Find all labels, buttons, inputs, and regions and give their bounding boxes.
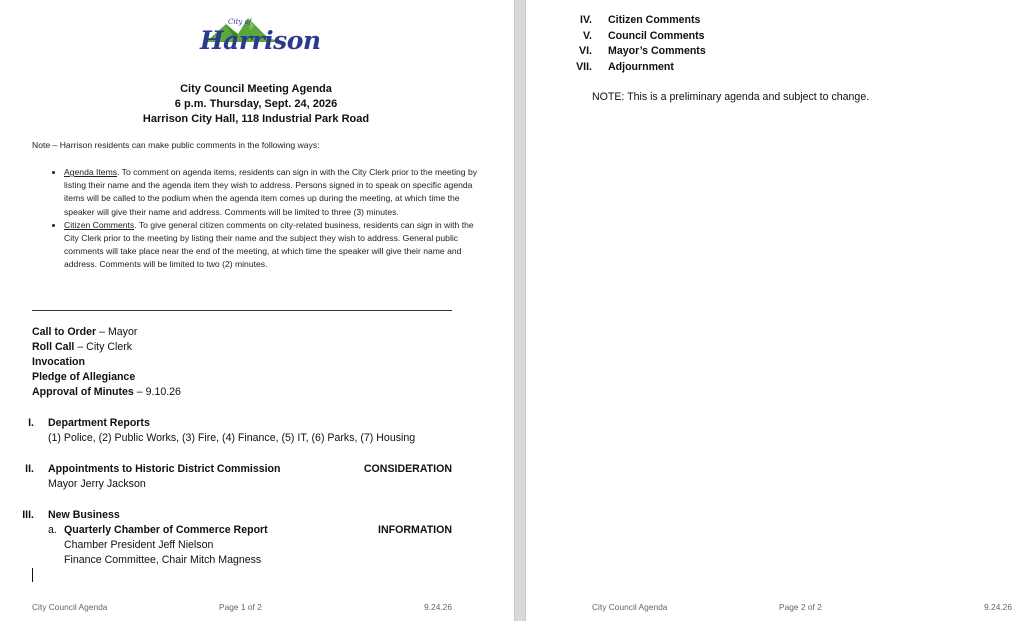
item-title: Mayor’s Comments (608, 45, 706, 57)
item-number: V. (582, 30, 592, 42)
header-line-3: Harrison City Hall, 118 Industrial Park Road (142, 113, 370, 125)
item-title: Adjournment (608, 61, 674, 73)
bullet-label: Citizen Comments (64, 219, 135, 230)
prelim-label: Invocation (32, 356, 85, 368)
item-number: II. (25, 463, 34, 475)
item-detail: Mayor Jerry Jackson (48, 478, 146, 490)
bullet-label: Agenda Items (64, 167, 118, 177)
prelim-detail: – 9.10.26 (133, 386, 181, 398)
prelim-pledge (32, 370, 135, 385)
prelim-roll-call (32, 340, 132, 355)
footer-page-number: Page 1 of 2 (219, 602, 262, 612)
text-cursor (32, 568, 33, 582)
item-number: VII. (576, 61, 592, 73)
subitem-letter: a. (48, 524, 57, 536)
prelim-label: Pledge of Allegiance (32, 371, 136, 383)
public-comment-note: Note – Harrison residents can make public comments in the following ways: (32, 140, 320, 150)
header-line-1: City Council Meeting Agenda (180, 83, 332, 95)
prelim-detail: – City Clerk (74, 341, 133, 353)
item-tag: CONSIDERATION (363, 463, 452, 475)
section-divider (32, 310, 452, 311)
subitem-title: Quarterly Chamber of Commerce Report (64, 524, 268, 536)
item-number: I. (28, 417, 34, 429)
subitem-detail-2: Finance Committee, Chair Mitch Magness (64, 554, 262, 566)
preliminary-note: NOTE: This is a preliminary agenda and subject to change. (592, 91, 870, 103)
footer-page-number: Page 2 of 2 (779, 602, 822, 612)
prelim-call-to-order (32, 325, 137, 340)
page-gutter (514, 0, 526, 621)
item-number: III. (22, 509, 34, 521)
item-number: IV. (580, 14, 592, 26)
prelim-approval-minutes (32, 385, 181, 400)
logo-text: Harrison (200, 26, 321, 55)
prelim-label: Roll Call (32, 341, 75, 353)
footer-date: 9.24.26 (424, 602, 452, 612)
prelim-label: Approval of Minutes (32, 386, 134, 398)
prelim-detail: – Mayor (96, 326, 138, 338)
item-title: Department Reports (48, 417, 150, 429)
item-title: New Business (48, 509, 120, 521)
item-number: VI. (579, 45, 592, 57)
subitem-detail-1: Chamber President Jeff Nielson (64, 539, 214, 551)
footer-left: City Council Agenda (592, 602, 668, 612)
list-item (64, 219, 484, 272)
document-page-2[interactable] (526, 0, 1024, 621)
subitem-tag: INFORMATION (378, 524, 452, 536)
comment-methods-list (32, 166, 484, 272)
bullet-text: . To comment on agenda items, residents can sign in with the City Clerk prior to the meeting by listing their name and the agenda item they wish to address. Persons signed in to speak on specific agenda items will be called to the podium when the agenda item comes up during the meeting, at which time the speaker will give their name and address. Comments will be limited to three (3) minutes. (64, 167, 478, 217)
item-title: Appointments to Historic District Commission (48, 463, 281, 475)
header-line-2: 6 p.m. Thursday, Sept. 24, 2026 (174, 98, 338, 110)
item-title: Citizen Comments (608, 14, 701, 26)
item-title: Council Comments (608, 30, 705, 42)
prelim-invocation (32, 355, 85, 370)
list-item (64, 166, 484, 219)
logo-small-text: City of (228, 18, 252, 26)
footer-left: City Council Agenda (32, 602, 108, 612)
bullet-text: . To give general citizen comments on city-related business, residents can sign in with the City Clerk prior to the meeting by listing their name and the subject they wish to address. General public comments will take place near the end of the meeting, at which time the speaker will give their name and address. Comments will be limited to two (2) minutes. (64, 219, 474, 270)
agenda-header (60, 82, 452, 127)
footer-date: 9.24.26 (984, 602, 1012, 612)
prelim-label: Call to Order (32, 326, 97, 338)
item-detail: (1) Police, (2) Public Works, (3) Fire, (4) Finance, (5) IT, (6) Parks, (7) Housing (48, 432, 416, 444)
